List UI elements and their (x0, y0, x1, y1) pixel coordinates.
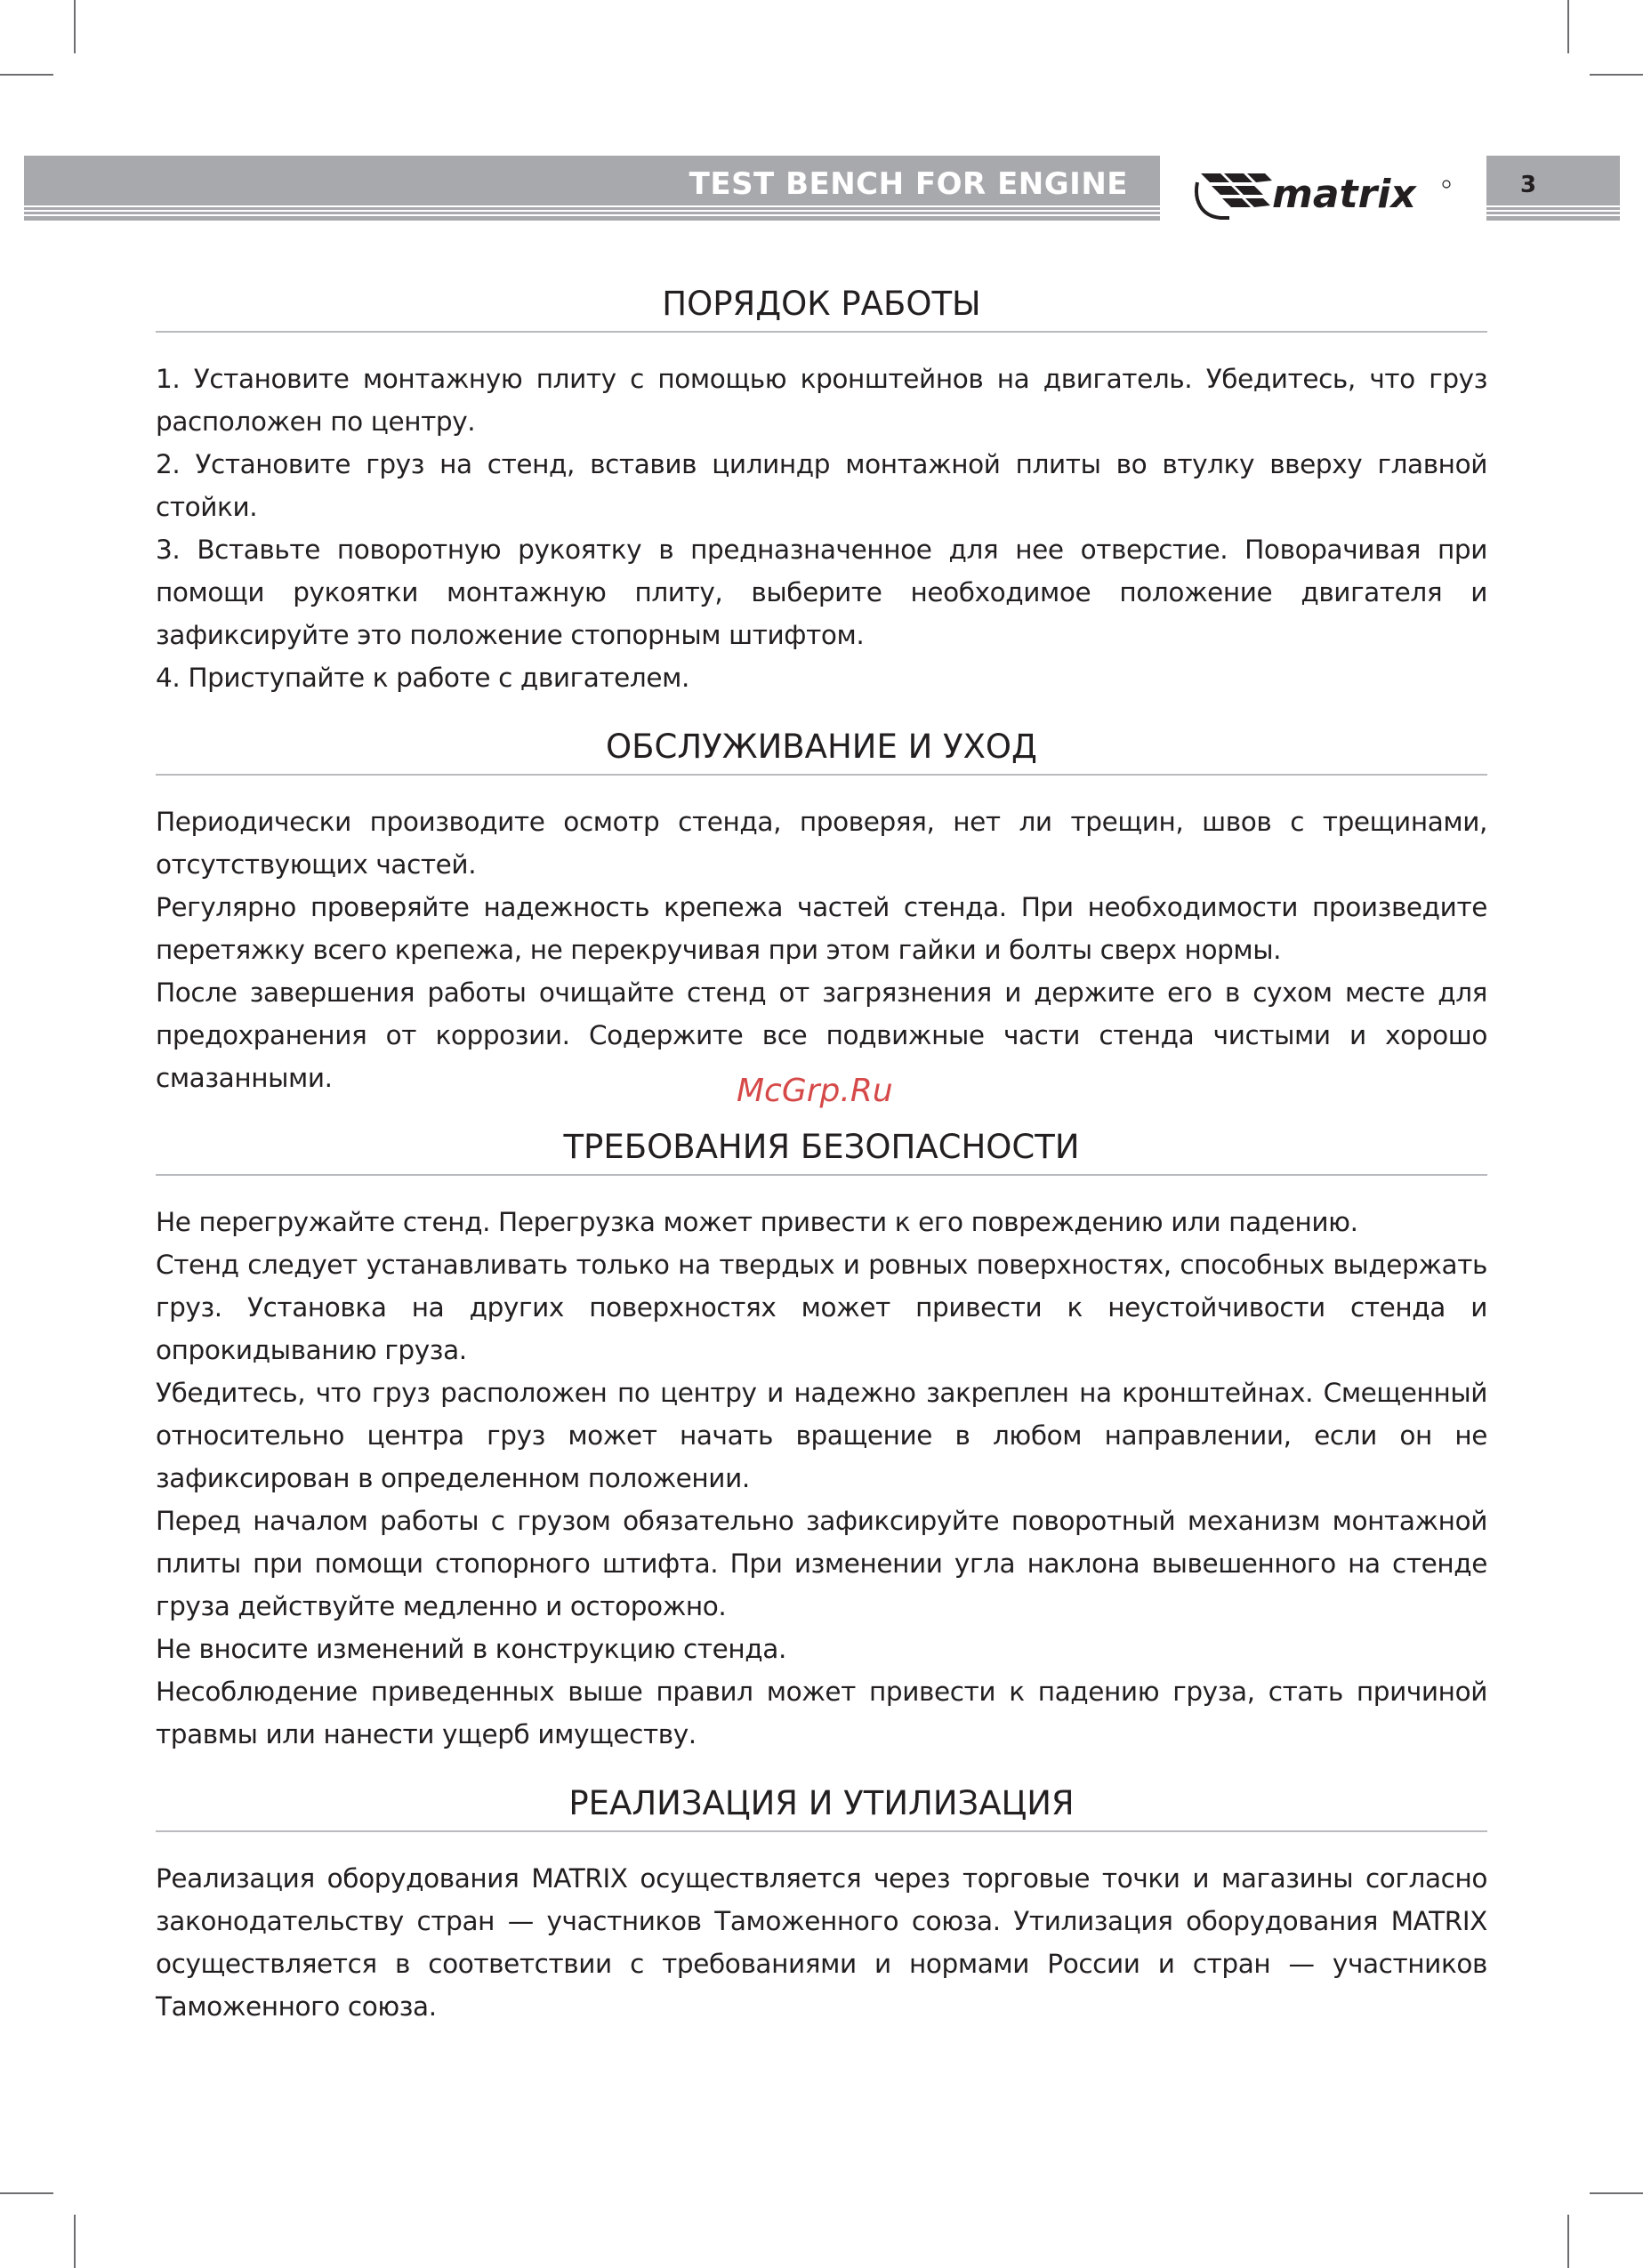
page-number: 3 (1520, 172, 1537, 198)
logo-text: matrix (1272, 172, 1416, 217)
paragraph: 1. Установите монтажную плиту с помощью кронштейнов на двигатель. Убедитесь, что груз расположен по центру. (156, 364, 1487, 438)
matrix-logo (1194, 165, 1457, 225)
paragraph: Убедитесь, что груз расположен по центру и надежно закреплен на кронштейнах. Смещенный относительно центра груз может начать вращение в любом направлении, если он не зафиксирован в определенном положении. (156, 1378, 1487, 1494)
paragraph: Несоблюдение приведенных выше правил может привести к падению груза, стать причиной травмы или нанести ущерб имуществу. (156, 1677, 1487, 1750)
crop-mark-top-left-vertical (74, 0, 76, 53)
crop-mark-top-right-horizontal (1590, 74, 1643, 76)
paragraph: Перед началом работы с грузом обязательно зафиксируйте поворотный механизм монтажной плиты при помощи стопорного штифта. При изменении угла наклона вывешенного на стенде груза действуйте медленно и осторожно. (156, 1506, 1487, 1622)
section-operation (156, 283, 1487, 699)
paragraph: 4. Приступайте к работе с двигателем. (156, 663, 689, 694)
crop-mark-top-left-horizontal (0, 74, 53, 76)
section-safety (156, 1126, 1487, 1756)
section-disposal (156, 1782, 1487, 2028)
section-heading-maintenance: ОБСЛУЖИВАНИЕ И УХОД (156, 726, 1487, 776)
paragraph: 2. Установите груз на стенд, вставив цилиндр монтажной плиты во втулку вверху главной стойки. (156, 449, 1487, 523)
crop-mark-bottom-right-horizontal (1590, 2192, 1643, 2194)
paragraph: Периодически производите осмотр стенда, проверяя, нет ли трещин, швов с трещинами, отсутствующих частей. (156, 807, 1487, 881)
header-bar (24, 156, 1160, 221)
section-heading-operation: ПОРЯДОК РАБОТЫ (156, 283, 1487, 333)
crop-mark-top-right-vertical (1567, 0, 1569, 53)
paragraph: Не перегружайте стенд. Перегрузка может привести к его повреждению или падению. (156, 1207, 1358, 1238)
paragraph: После завершения работы очищайте стенд от загрязнения и держите его в сухом месте для предохранения от коррозии. Содержите все подвижные части стенда чистыми и хорошо смазанными. (156, 977, 1487, 1094)
section-heading-safety: ТРЕБОВАНИЯ БЕЗОПАСНОСТИ (156, 1126, 1487, 1176)
paragraph: 3. Вставьте поворотную рукоятку в предназначенное для нее отверстие. Поворачивая при помощи рукоятки монтажную плиту, выберите необходимое положение двигателя и зафиксируйте это положение стопорным штифтом. (156, 535, 1487, 651)
crop-mark-bottom-left-vertical (74, 2215, 76, 2268)
crop-mark-bottom-right-vertical (1567, 2215, 1569, 2268)
paragraph: Регулярно проверяйте надежность крепежа частей стенда. При необходимости произведите перетяжку всего крепежа, не перекручивая при этом гайки и болты сверх нормы. (156, 892, 1487, 966)
section-heading-disposal: РЕАЛИЗАЦИЯ И УТИЛИЗАЦИЯ (156, 1782, 1487, 1832)
page-number-box (1486, 156, 1620, 221)
paragraph: Стенд следует устанавливать только на твердых и ровных поверхностях, способных выдержать груз. Установка на других поверхностях может привести к неустойчивости стенда и опрокидыванию груза. (156, 1250, 1487, 1366)
section-maintenance (156, 726, 1487, 1099)
paragraph: Реализация оборудования MATRIX осуществляется через торговые точки и магазины согласно законодательству стран — участников Таможенного союза. Утилизация оборудования MATRIX осуществляется в соответствии с требованиями и нормами России и стран — участников Таможенного союза. (156, 1863, 1487, 2023)
document-body (156, 283, 1487, 2055)
paragraph: Не вносите изменений в конструкцию стенда. (156, 1634, 786, 1665)
logo-grid-icon (1201, 173, 1272, 207)
header-title: TEST BENCH FOR ENGINE (689, 166, 1128, 202)
crop-mark-bottom-left-horizontal (0, 2192, 53, 2194)
watermark: McGrp.Ru (737, 1073, 893, 1109)
